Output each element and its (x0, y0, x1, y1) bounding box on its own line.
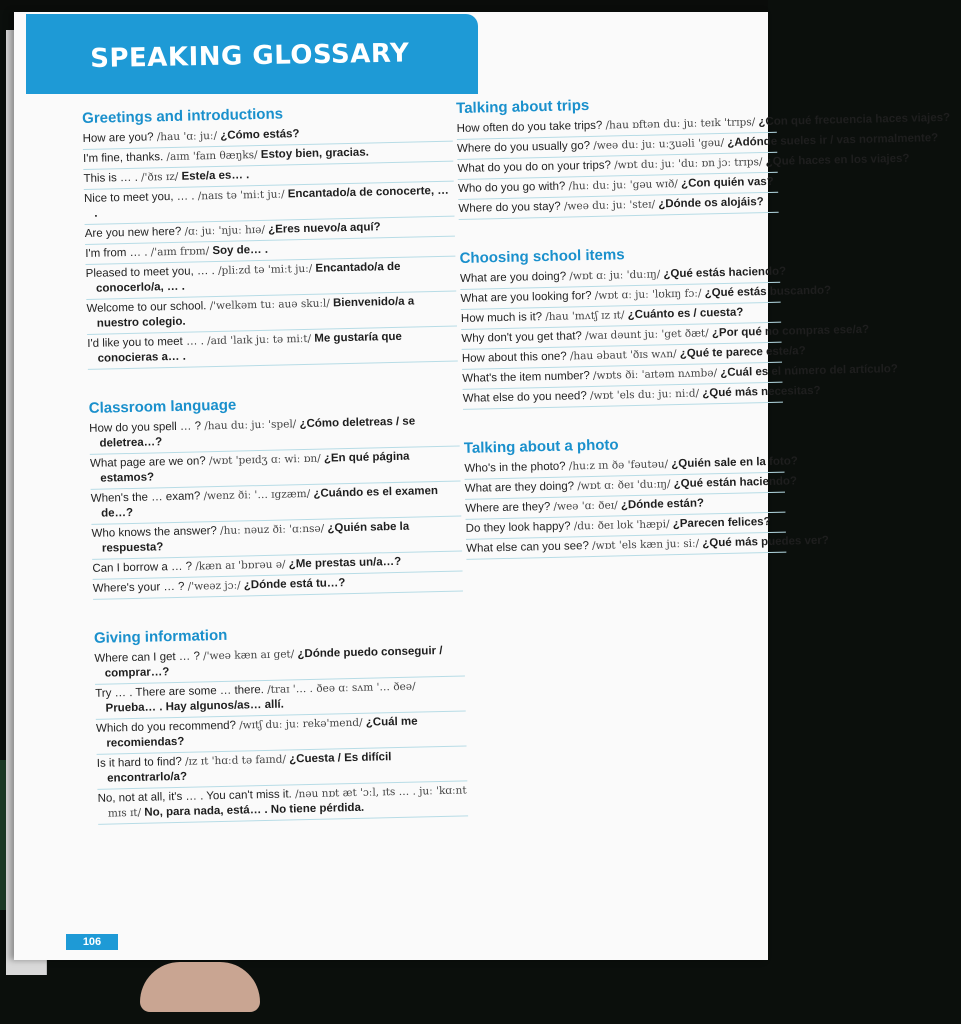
glossary-entry (87, 327, 458, 370)
english-phrase: What are you doing? (459, 270, 567, 285)
english-phrase: How much is it? (460, 311, 543, 325)
spanish-translation: ¿Qué más puedes ver? (702, 534, 829, 550)
glossary-entry (97, 781, 468, 824)
spanish-translation: ¿Quién sabe la respuesta? (101, 520, 410, 555)
english-phrase: What do you do on your trips? (457, 159, 612, 175)
pronunciation: /wɒt 'els kæn juː siː/ (591, 537, 700, 553)
pronunciation: /huːz ɪn ðə 'fəutəu/ (568, 458, 669, 473)
thumb (140, 962, 260, 1012)
pronunciation: /aɪd 'laɪk juː tə miːt/ (206, 332, 312, 348)
section-title: Classroom language (88, 396, 237, 417)
spanish-translation: Bienvenido/a a nuestro colegio. (96, 295, 415, 330)
pronunciation: /hau duː juː 'spel/ (204, 418, 297, 433)
english-phrase: Where do you usually go? (456, 139, 591, 155)
pronunciation: /wenz ðiː '… ɪgzæm/ (203, 487, 311, 503)
pronunciation: /wɒt duː juː 'duː ɒn jɔː trɪps/ (614, 156, 763, 172)
glossary-section (456, 93, 951, 220)
spanish-translation: ¿Por qué no compras ese/a? (711, 323, 870, 340)
pronunciation: /weə duː juː 'steɪ/ (563, 198, 656, 213)
pronunciation: /duː ðeɪ lʊk 'hæpi/ (573, 518, 670, 533)
scan-border (0, 0, 768, 10)
spanish-translation: ¿Cómo deletreas / se deletrea…? (99, 415, 416, 450)
pronunciation: /huː duː juː 'gəu wɪð/ (568, 177, 679, 193)
english-phrase: Where can I get … ? (94, 650, 201, 665)
pronunciation: /wɪtʃ duː juː rekə'mend/ (239, 716, 363, 732)
spanish-translation: No, para nada, está… . No tiene pérdida. (144, 801, 365, 819)
english-phrase: When's the … exam? (90, 490, 201, 505)
spanish-translation: ¿Cuánto es / cuesta? (627, 306, 744, 322)
glossary-section (463, 433, 829, 560)
pronunciation: /'ðɪs ɪz/ (140, 170, 179, 184)
pronunciation: /wɒt ɑː ðeɪ 'duːɪŋ/ (577, 478, 671, 493)
english-phrase: Pleased to meet you, … . (85, 265, 215, 280)
pronunciation: /kæn aɪ 'bɒrəu ə/ (195, 558, 286, 573)
glossary-section (94, 621, 468, 824)
pronunciation: /ɪz ɪt 'hɑːd tə faɪnd/ (184, 753, 287, 768)
english-phrase: Is it hard to find? (96, 755, 182, 770)
title-banner (26, 14, 478, 94)
pronunciation: /hau 'ɑː juː/ (156, 129, 218, 144)
pronunciation: /wɒt 'peɪdʒ ɑː wiː ɒn/ (208, 452, 321, 468)
spanish-translation: ¿Quién sale en la foto? (671, 455, 798, 471)
english-phrase: No, not at all, it's … . You can't miss it. (97, 788, 292, 805)
english-phrase: What page are we on? (89, 455, 206, 470)
spanish-translation: Prueba… . Hay algunos/as… allí. (105, 698, 284, 715)
spanish-translation: ¿Adónde sueles ir / vas normalmente? (727, 132, 939, 149)
english-phrase: Who's in the photo? (464, 460, 566, 475)
pronunciation: /naɪs tə 'miːt juː/ (197, 188, 285, 203)
spanish-translation: ¿Qué haces en los viajes? (765, 152, 910, 168)
english-phrase: Nice to meet you, … . (83, 190, 195, 205)
page-number: 106 (66, 934, 118, 950)
spanish-translation: Estoy bien, gracias. (260, 146, 369, 161)
pronunciation: /'aɪm frɒm/ (150, 245, 210, 259)
english-phrase: Which do you recommend? (95, 719, 237, 735)
spanish-translation: ¿Cuesta / Es difícil encontrarlo/a? (107, 751, 392, 785)
english-phrase: Who knows the answer? (91, 525, 218, 540)
section-title: Choosing school items (459, 246, 625, 267)
right-column (456, 93, 951, 590)
pronunciation: /'welkəm tuː auə skuːl/ (209, 297, 330, 313)
pronunciation: /wɒt ɑː juː 'lʊkɪŋ fɔː/ (594, 287, 702, 302)
glossary-section (89, 392, 463, 600)
section-title: Giving information (93, 626, 228, 647)
spanish-translation: ¿Qué estás haciendo? (663, 265, 787, 281)
left-column (82, 102, 469, 855)
pronunciation: /'weə kæn aɪ get/ (202, 648, 295, 663)
english-phrase: How often do you take trips? (456, 119, 603, 135)
glossary-section (459, 243, 899, 410)
english-phrase: What are you looking for? (460, 289, 592, 305)
pronunciation: /'weəz jɔː/ (187, 579, 241, 593)
pronunciation: /hau 'mʌtʃ ɪz ɪt/ (545, 309, 625, 324)
english-phrase: Welcome to our school. (86, 300, 207, 315)
spanish-translation: ¿Con quién vas? (680, 175, 774, 190)
english-phrase: I'd like you to meet … . (87, 335, 205, 350)
spanish-translation: ¿Cuál me recomiendas? (106, 715, 418, 750)
english-phrase: What else can you see? (466, 540, 590, 555)
spanish-translation: ¿Cuál es el número del artículo? (720, 363, 899, 380)
english-phrase: How do you spell … ? (89, 420, 202, 435)
spanish-translation: ¿Parecen felices? (672, 515, 771, 531)
pronunciation: /huː nəuz ðiː 'ɑːnsə/ (219, 522, 325, 537)
english-phrase: Where are they? (465, 500, 551, 515)
spanish-translation: ¿Dónde están? (620, 497, 705, 512)
english-phrase: I'm from … . (85, 246, 148, 260)
english-phrase: Are you new here? (84, 225, 182, 240)
spanish-translation: ¿Qué te parece este/a? (679, 345, 806, 360)
english-phrase: How about this one? (461, 350, 567, 365)
spanish-translation: Soy de… . (212, 243, 269, 258)
pronunciation: /weə 'ɑː ðeɪ/ (553, 499, 618, 513)
pronunciation: /wɒt 'els duː juː niːd/ (589, 387, 700, 403)
english-phrase: Do they look happy? (465, 520, 571, 535)
spanish-translation: ¿Cómo estás? (220, 128, 300, 142)
english-phrase: This is … . (83, 171, 139, 185)
spanish-translation: ¿Dónde puedo conseguir / comprar…? (104, 644, 443, 680)
glossary-section (82, 102, 458, 370)
pronunciation: /waɪ dəunt juː 'get ðæt/ (584, 327, 709, 343)
spanish-translation: Encantado/a de conocerlo/a, … . (95, 260, 401, 295)
spanish-translation: ¿Qué estás buscando? (704, 284, 832, 300)
spanish-translation: ¿Dónde está tu…? (243, 577, 346, 592)
spanish-translation: ¿Qué más necesitas? (702, 384, 821, 400)
pronunciation: /hau əbaut 'ðɪs wʌn/ (569, 348, 677, 363)
section-title: Talking about trips (456, 96, 590, 117)
pronunciation: /hau ɒftən duː juː teɪk 'trɪps/ (605, 116, 756, 132)
pronunciation: /ɑː juː 'njuː hɪə/ (184, 223, 266, 238)
spanish-translation: ¿Qué están haciendo? (673, 475, 798, 491)
spanish-translation: ¿Dónde os alojáis? (658, 196, 764, 211)
english-phrase: What else do you need? (462, 390, 587, 405)
section-title: Greetings and introductions (82, 105, 284, 127)
pronunciation: /traɪ '… . ðeə ɑː sʌm '… ðeə/ (267, 680, 416, 696)
pronunciation: /wɒts ðiː 'aɪtəm nʌmbə/ (592, 367, 718, 382)
pronunciation: /aɪm 'faɪn θæŋks/ (166, 149, 258, 164)
english-phrase: Where's your … ? (92, 580, 185, 595)
english-phrase: Try … . There are some … there. (95, 684, 265, 700)
section-title: Talking about a photo (463, 436, 619, 457)
english-phrase: Why don't you get that? (461, 330, 582, 345)
pronunciation: /pliːzd tə 'miːt juː/ (217, 262, 313, 277)
english-phrase: What's the item number? (462, 370, 590, 385)
glossary-page (14, 12, 951, 960)
spanish-translation: ¿En qué página estamos? (100, 450, 410, 485)
english-phrase: Who do you go with? (457, 180, 566, 195)
spanish-translation: ¿Eres nuevo/a aquí? (268, 221, 381, 236)
spanish-translation: ¿Con qué frecuencia haces viajes? (758, 111, 951, 129)
spanish-translation: ¿Cuándo es el examen de…? (101, 485, 439, 520)
spanish-translation: Me gustaría que conocieras a… . (97, 330, 403, 365)
pronunciation: /wɒt ɑː juː 'duːɪŋ/ (569, 268, 661, 283)
spanish-translation: Este/a es… . (181, 169, 250, 183)
english-phrase: How are you? (82, 131, 154, 145)
english-phrase: I'm fine, thanks. (82, 151, 164, 165)
spanish-translation: Encantado/a de conocerte, … . (94, 184, 449, 220)
spanish-translation: ¿Me prestas un/a…? (288, 555, 402, 571)
pronunciation: /weə duː juː uːʒuəli 'gəu/ (593, 136, 725, 152)
page-title: SPEAKING GLOSSARY (90, 38, 410, 74)
pronunciation: /nəu nɒt æt 'ɔːl, ɪts … . juː 'kɑːnt mɪs ɪt/ (107, 784, 467, 820)
english-phrase: What are they doing? (464, 480, 575, 495)
english-phrase: Can I borrow a … ? (92, 560, 193, 575)
english-phrase: Where do you stay? (458, 200, 561, 215)
